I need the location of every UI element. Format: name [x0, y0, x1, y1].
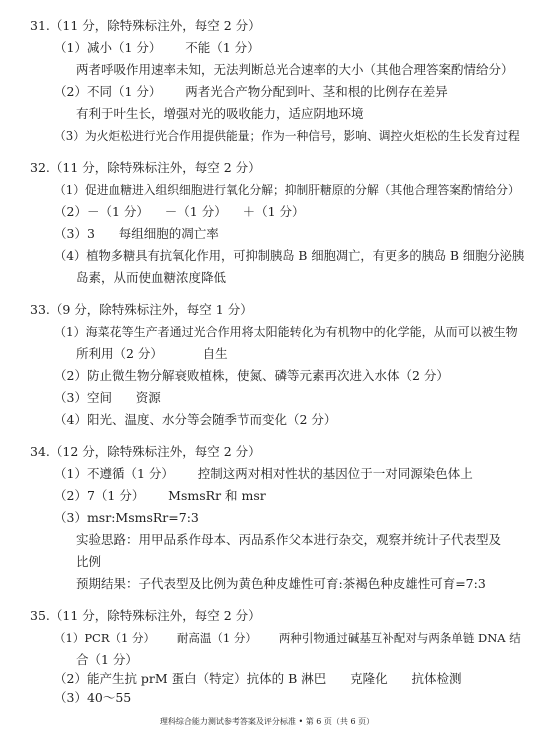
q33-line-4: （3）空间 资源	[54, 390, 161, 405]
q35-line-1: （1）PCR（1 分） 耐高温（1 分） 两种引物通过碱基互补配对与两条单链 DNA 结	[54, 631, 521, 645]
q34-expected-result: 预期结果：子代表型及比例为黄色种皮雄性可育:茶褐色种皮雄性可育=7:3	[76, 576, 486, 591]
q31-header: 31.（11 分，除特殊标注外，每空 2 分）	[30, 18, 261, 33]
q35-header: 35.（11 分，除特殊标注外，每空 2 分）	[30, 608, 261, 623]
q33-line-5: （4）阳光、温度、水分等会随季节而变化（2 分）	[54, 412, 337, 427]
q34-line-1: （1）不遵循（1 分） 控制这两对相对性状的基因位于一对同源染色体上	[54, 466, 473, 481]
q31-line-4: 有利于叶生长，增强对光的吸收能力，适应阴地环境	[76, 106, 364, 121]
q33-line-1: （1）海菜花等生产者通过光合作用将太阳能转化为有机物中的化学能，从而可以被生物	[54, 325, 518, 339]
q35-line-3: （2）能产生抗 prM 蛋白（特定）抗体的 B 淋巴 克隆化 抗体检测	[54, 671, 462, 686]
page-footer: 理科综合能力测试参考答案及评分标准 • 第 6 页（共 6 页）	[159, 717, 375, 726]
q32-line-2: （2）－（1 分） －（1 分） ＋（1 分）	[54, 204, 305, 219]
q34-experiment-idea-cont: 比例	[76, 554, 102, 569]
q32-line-3: （3）3 每组细胞的凋亡率	[54, 226, 219, 241]
q33-line-2: 所利用（2 分） 自生	[76, 346, 228, 361]
q35-line-2: 合（1 分）	[76, 652, 138, 667]
q33-line-3: （2）防止微生物分解衰败植株，使氮、磷等元素再次进入水体（2 分）	[54, 368, 449, 383]
q32-line-4: （4）植物多糖具有抗氧化作用，可抑制胰岛 B 细胞凋亡，有更多的胰岛 B 细胞分泌胰	[54, 249, 525, 263]
q32-header: 32.（11 分，除特殊标注外，每空 2 分）	[30, 160, 261, 175]
q33-header: 33.（9 分，除特殊标注外，每空 1 分）	[30, 302, 253, 317]
q32-line-5: 岛素，从而使血糖浓度降低	[76, 270, 227, 285]
q34-header: 34.（12 分，除特殊标注外，每空 2 分）	[30, 444, 261, 459]
q31-line-2: 两者呼吸作用速率未知，无法判断总光合速率的大小（其他合理答案酌情给分）	[76, 62, 514, 77]
q34-experiment-idea: 实验思路：用甲品系作母本、丙品系作父本进行杂交，观察并统计子代表型及	[76, 532, 502, 547]
q31-line-5: （3）为火炬松进行光合作用提供能量；作为一种信号，影响、调控火炬松的生长发育过程	[54, 129, 520, 143]
q34-line-3: （3）msr:MsmsRr=7:3	[54, 510, 199, 525]
q32-line-1: （1）促进血糖进入组织细胞进行氧化分解；抑制肝糖原的分解（其他合理答案酌情给分）	[54, 183, 520, 197]
q34-line-2: （2）7（1 分） MsmsRr 和 msr	[54, 488, 266, 503]
q31-line-3: （2）不同（1 分） 两者光合产物分配到叶、茎和根的比例存在差异	[54, 84, 448, 99]
q31-line-1: （1）减小（1 分） 不能（1 分）	[54, 40, 260, 55]
q35-line-4: （3）40～55	[54, 690, 132, 705]
